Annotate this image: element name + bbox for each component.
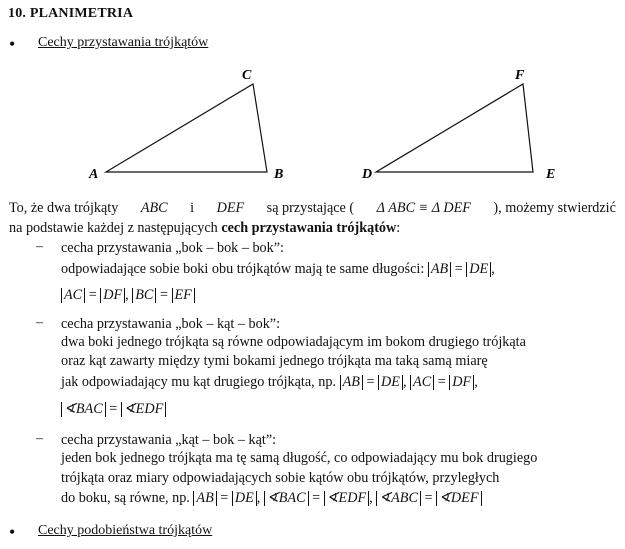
section-name: PLANIMETRIA [29,6,134,21]
vertex-b: B [274,167,284,182]
sss-heading: cecha przystawania „bok – bok – bok”: [61,240,284,256]
asa-heading: cecha przystawania „kąt – bok – kąt”: [61,432,277,448]
dash-sss: – [36,239,43,254]
asa-line-1: jeden bok jednego trójkąta ma tę samą długość, co odpowiadający mu bok drugiego [61,450,538,466]
vertex-c: C [242,68,252,83]
vertex-d: D [362,167,373,182]
sas-heading: cecha przystawania „bok – kąt – bok”: [61,316,281,332]
intro-line-2: na podstawie każdej z następujących cech przystawania trójkątów: [9,220,401,236]
bullet-congruence-label: Cechy przystawania trójkątów [38,35,209,50]
vertex-a: A [89,167,99,182]
sss-line-2: AC = DF , BC = EF [61,286,195,304]
bullet-dot-icon: • [9,522,16,542]
sas-line-2: oraz kąt zawarty między tymi bokami jednego trójkąta ma taką samą miarę [61,353,488,369]
dash-asa: – [36,431,43,446]
triangle-abc [106,84,267,172]
asa-line-2: trójkąta oraz miary odpowiadających sobie kątów obu trójkątów, przyległych [61,470,500,486]
triangle-def [376,84,533,172]
intro-line-1: To, że dwa trójkąty ABC i DEF są przystające ( Δ ABC ≡ Δ DEF ), możemy stwierdzić [9,200,616,216]
triangles-figure [0,0,625,190]
vertex-f: F [515,68,525,83]
dash-sas: – [36,315,43,330]
sss-line-1: odpowiadające sobie boki obu trójkątów mają te same długości: AB = DE , [61,261,495,277]
section-number: 10. [8,6,27,21]
asa-line-3: do boku, są równe, np. AB = DE , ∢BAC = ∢EDF , ∢ABC = ∢DEF [61,489,482,507]
sas-line-3: jak odpowiadający mu kąt drugiego trójkąta, np. AB = DE , AC = DF , [61,374,478,390]
sas-line-1: dwa boki jednego trójkąta są równe odpowiadającym im bokom drugiego trójkąta [61,334,526,350]
vertex-e: E [546,167,556,182]
bullet-similarity-label: Cechy podobieństwa trójkątów [38,523,213,538]
sas-line-4: ∢BAC = ∢EDF [61,400,166,418]
bullet-dot-icon: • [9,34,16,54]
